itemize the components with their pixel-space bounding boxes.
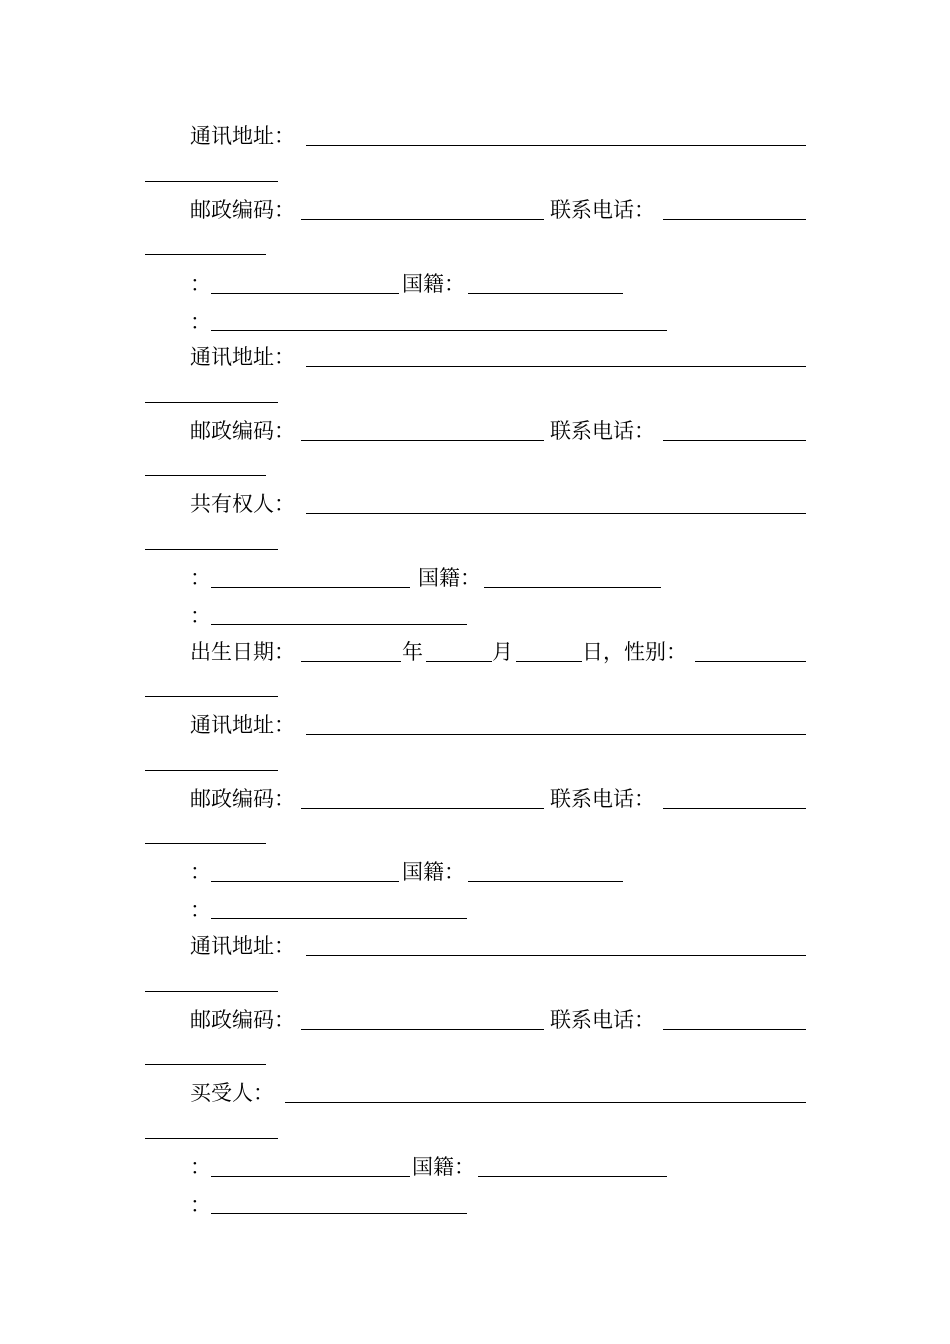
phone-blank-continued[interactable] — [145, 1064, 266, 1065]
day-gender-label: 日，性别： — [582, 640, 687, 664]
assignee-label: 买受人： — [190, 1081, 274, 1105]
phone-blank[interactable] — [663, 808, 806, 809]
colon-label: ： — [190, 898, 211, 922]
colon-label: ： — [190, 1193, 211, 1217]
postcode-label: 邮政编码： — [190, 419, 295, 443]
postcode-blank[interactable] — [301, 808, 544, 809]
nationality-label: 国籍： — [418, 566, 481, 590]
postcode-label: 邮政编码： — [190, 198, 295, 222]
colon-blank[interactable] — [211, 1213, 467, 1214]
phone-blank[interactable] — [663, 440, 806, 441]
phone-label: 联系电话： — [550, 419, 655, 443]
phone-blank-continued[interactable] — [145, 254, 266, 255]
gender-blank[interactable] — [695, 661, 806, 662]
phone-blank[interactable] — [663, 1029, 806, 1030]
id-blank[interactable] — [211, 881, 399, 882]
colon-label: ： — [190, 860, 211, 884]
colon-label: ： — [190, 310, 211, 334]
id-blank[interactable] — [211, 587, 410, 588]
address-label: 通讯地址： — [190, 713, 295, 737]
birth-day-blank[interactable] — [516, 661, 582, 662]
nationality-label: 国籍： — [412, 1155, 475, 1179]
address-blank[interactable] — [306, 734, 806, 735]
colon-blank[interactable] — [211, 330, 667, 331]
colon-label: ： — [190, 1155, 211, 1179]
co-owner-blank-continued[interactable] — [145, 549, 278, 550]
phone-label: 联系电话： — [550, 1008, 655, 1032]
id-blank[interactable] — [211, 1176, 410, 1177]
phone-label: 联系电话： — [550, 198, 655, 222]
address-blank-continued[interactable] — [145, 181, 278, 182]
assignee-blank[interactable] — [285, 1102, 806, 1103]
gender-blank-continued[interactable] — [145, 696, 278, 697]
nationality-label: 国籍： — [402, 860, 465, 884]
co-owner-label: 共有权人： — [190, 492, 295, 516]
month-label: 月 — [492, 640, 513, 664]
nationality-label: 国籍： — [402, 272, 465, 296]
postcode-blank[interactable] — [301, 1029, 544, 1030]
postcode-blank[interactable] — [301, 440, 544, 441]
postcode-label: 邮政编码： — [190, 1008, 295, 1032]
colon-blank[interactable] — [211, 624, 467, 625]
id-blank[interactable] — [211, 293, 399, 294]
address-blank[interactable] — [306, 145, 806, 146]
phone-blank[interactable] — [663, 219, 806, 220]
nationality-blank[interactable] — [468, 881, 623, 882]
postcode-blank[interactable] — [301, 219, 544, 220]
colon-blank[interactable] — [211, 918, 467, 919]
phone-label: 联系电话： — [550, 787, 655, 811]
colon-label: ： — [190, 604, 211, 628]
address-blank[interactable] — [306, 366, 806, 367]
assignee-blank-continued[interactable] — [145, 1138, 278, 1139]
co-owner-blank[interactable] — [306, 513, 806, 514]
nationality-blank[interactable] — [484, 587, 661, 588]
colon-label: ： — [190, 272, 211, 296]
birth-month-blank[interactable] — [426, 661, 492, 662]
postcode-label: 邮政编码： — [190, 787, 295, 811]
colon-label: ： — [190, 566, 211, 590]
phone-blank-continued[interactable] — [145, 475, 266, 476]
nationality-blank[interactable] — [478, 1176, 667, 1177]
address-label: 通讯地址： — [190, 934, 295, 958]
address-blank-continued[interactable] — [145, 991, 278, 992]
year-label: 年 — [402, 640, 423, 664]
birth-year-blank[interactable] — [301, 661, 401, 662]
address-blank-continued[interactable] — [145, 402, 278, 403]
address-label: 通讯地址： — [190, 124, 295, 148]
birth-date-label: 出生日期： — [190, 640, 295, 664]
address-blank[interactable] — [306, 955, 806, 956]
nationality-blank[interactable] — [468, 293, 623, 294]
address-blank-continued[interactable] — [145, 770, 278, 771]
address-label: 通讯地址： — [190, 345, 295, 369]
phone-blank-continued[interactable] — [145, 843, 266, 844]
